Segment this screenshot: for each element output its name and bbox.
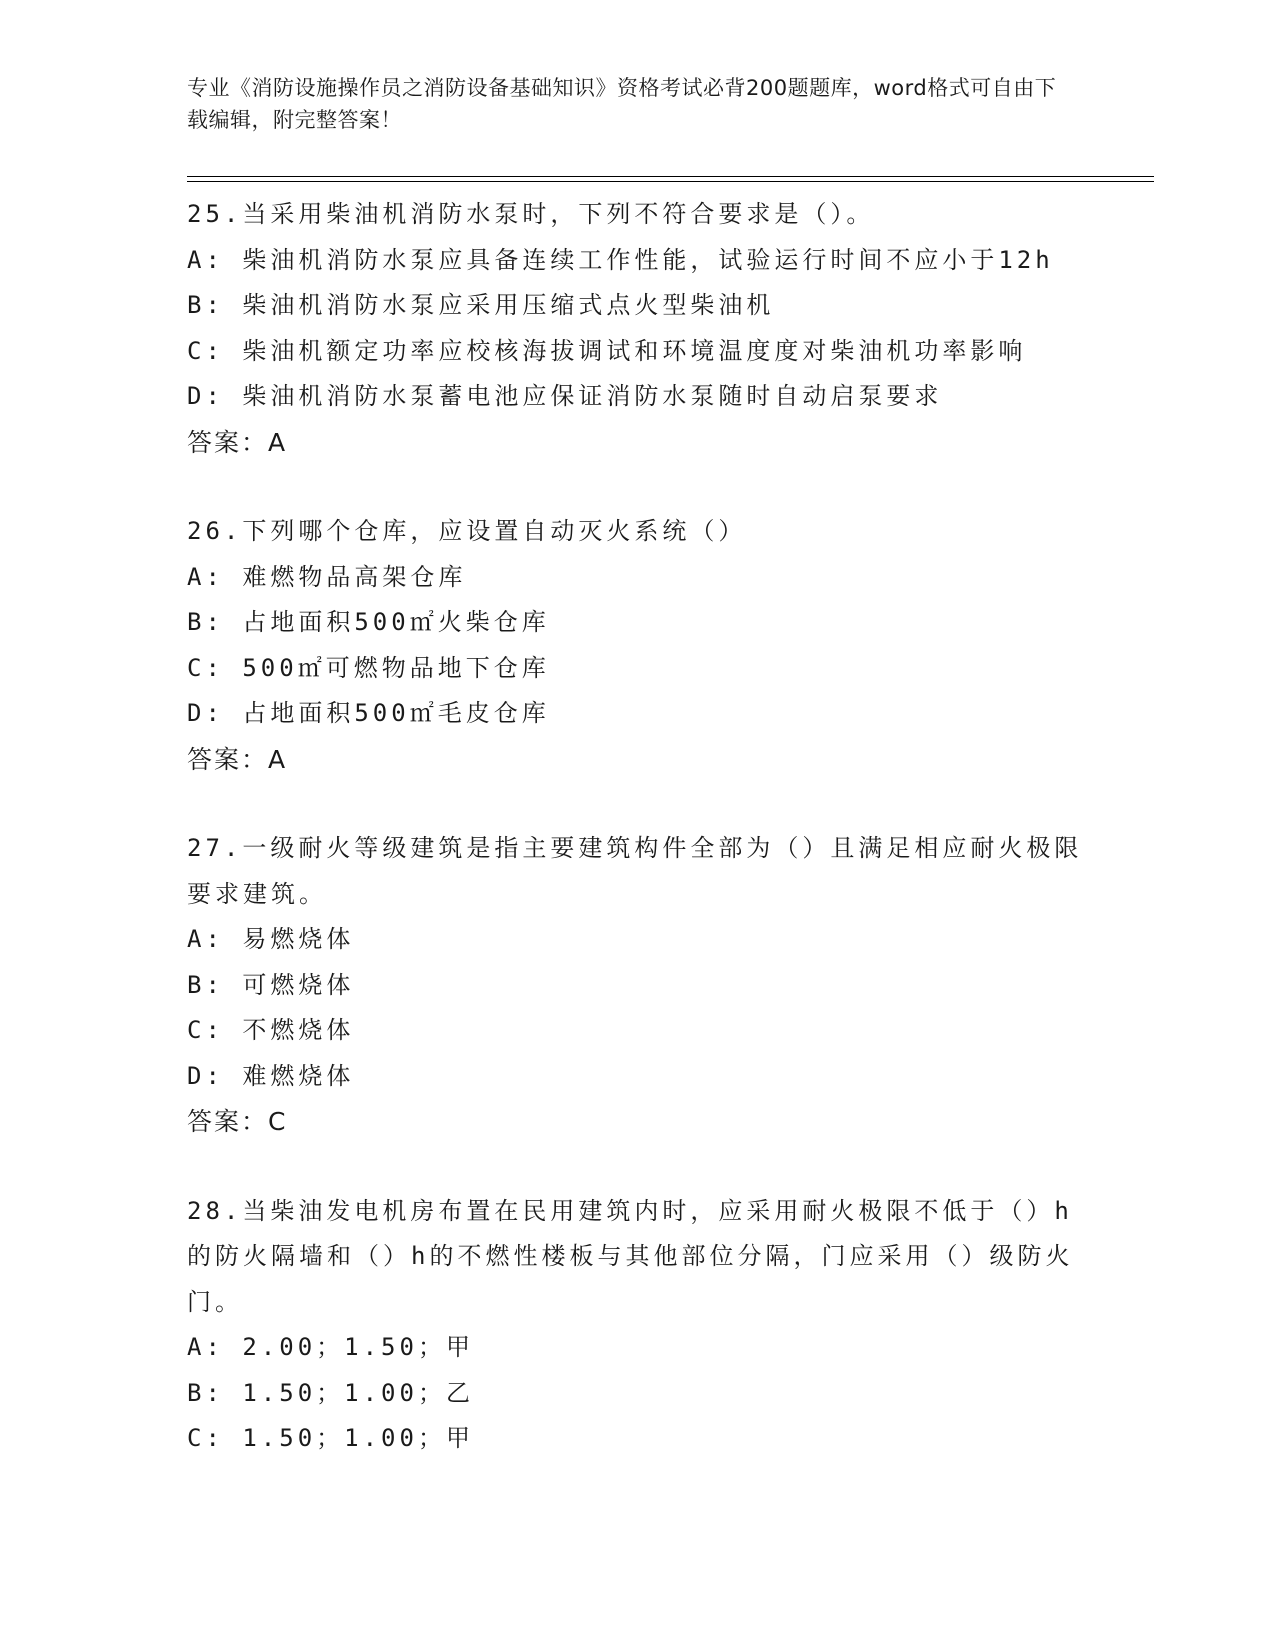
option-b: B: 1.50；1.00；乙 bbox=[187, 1378, 474, 1407]
option-d: D: 难燃烧体 bbox=[187, 1061, 355, 1090]
option-d: D: 柴油机消防水泵蓄电池应保证消防水泵随时自动启泵要求 bbox=[187, 382, 943, 410]
question-text: 26.下列哪个仓库，应设置自动灭火系统（） bbox=[187, 517, 747, 545]
option-a: A: 易燃烧体 bbox=[187, 925, 355, 953]
header-rule-top bbox=[187, 176, 1154, 177]
document-header bbox=[187, 72, 1067, 136]
option-d: D: 占地面积500㎡毛皮仓库 bbox=[187, 699, 550, 727]
option-b: B: 柴油机消防水泵应采用压缩式点火型柴油机 bbox=[187, 291, 775, 319]
option-c: C: 不燃烧体 bbox=[187, 1016, 355, 1044]
option-c: C: 柴油机额定功率应校核海拔调试和环境温度度对柴油机功率影响 bbox=[187, 336, 1027, 365]
answer: 答案：C bbox=[187, 1107, 288, 1136]
header-rule-bottom bbox=[187, 181, 1154, 182]
question-28 bbox=[187, 1189, 1087, 1462]
question-26 bbox=[187, 509, 1087, 782]
option-c: C: 500㎡可燃物品地下仓库 bbox=[187, 653, 550, 682]
option-c: C: 1.50；1.00；甲 bbox=[187, 1424, 474, 1452]
question-text: 27.一级耐火等级建筑是指主要建筑构件全部为（）且满足相应耐火极限要求建筑。 bbox=[187, 834, 1083, 908]
question-27 bbox=[187, 826, 1087, 1145]
question-text: 25.当采用柴油机消防水泵时，下列不符合要求是（）。 bbox=[187, 200, 875, 228]
option-a: A: 难燃物品高架仓库 bbox=[187, 562, 467, 591]
question-list bbox=[187, 192, 1087, 1506]
option-b: B: 占地面积500㎡火柴仓库 bbox=[187, 608, 550, 636]
header-title: 专业《消防设施操作员之消防设备基础知识》资格考试必背200题题库，word格式可自由下载编辑，附完整答案！ bbox=[187, 76, 1057, 132]
question-25 bbox=[187, 192, 1087, 465]
answer: 答案：A bbox=[187, 744, 288, 774]
option-a: A: 柴油机消防水泵应具备连续工作性能，试验运行时间不应小于12h bbox=[187, 245, 1054, 274]
question-text: 28.当柴油发电机房布置在民用建筑内时，应采用耐火极限不低于（）h的防火隔墙和（）h的不燃性楼板与其他部位分隔，门应采用（）级防火门。 bbox=[187, 1196, 1074, 1316]
option-b: B: 可燃烧体 bbox=[187, 970, 355, 999]
option-a: A: 2.00；1.50；甲 bbox=[187, 1333, 474, 1361]
answer: 答案：A bbox=[187, 427, 288, 457]
